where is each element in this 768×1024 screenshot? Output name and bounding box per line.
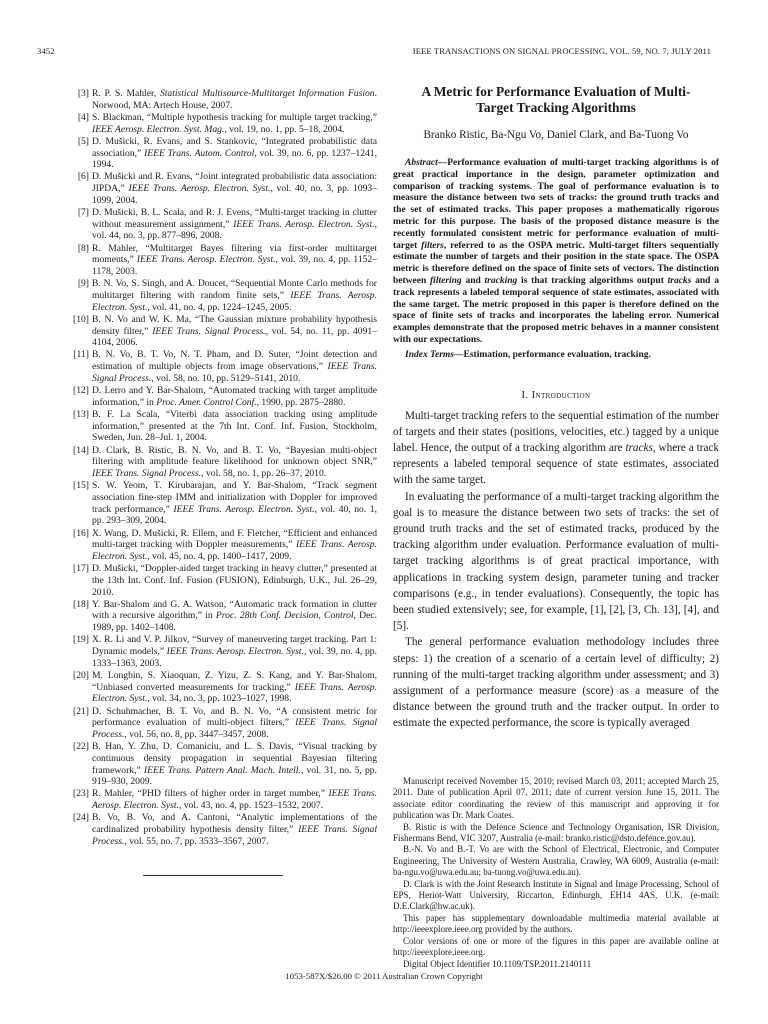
reference-text: B. Han, Y. Zhu, D. Comaniciu, and L. S. Davis, “Visual tracking by continuous density propagation in sequential Bayesian filtering framework,” <box>92 741 377 776</box>
footnote-affiliation: D. Clark is with the Joint Research Institute in Signal and Image Processing, School of EPS, Heriot-Watt University, Riccarton, Edinburgh, EH14 4AS, U.K. (e-mail: D.E.Clark@hw.ac.uk). <box>393 878 719 912</box>
reference-venue: Proc. 28th Conf. Decision, Control <box>215 610 354 622</box>
reference-text: B. N. Vo, B. T. Vo, N. T. Pham, and D. Suter, “Joint detection and estimation of multiple objects from image observations,” <box>92 349 377 373</box>
reference-item <box>65 599 377 634</box>
reference-text: S. Blackman, “Multiple hypothesis tracking for multiple target tracking,” <box>92 111 377 123</box>
paragraph <box>393 408 719 489</box>
footnote-manuscript: Manuscript received November 15, 2010; revised March 03, 2011; accepted March 25, 2011. Date of publication April 07, 2011; date of current version June 15, 2011. The associate editor coordinating the review of this manuscript and approving it for publication was Dr. Mark Coates. <box>393 776 719 821</box>
abstract-text: and <box>461 275 485 286</box>
reference-number: [7] <box>77 207 89 219</box>
reference-item <box>65 480 377 527</box>
footnote-rule <box>143 875 283 876</box>
reference-venue: IEEE Trans. Signal Process. <box>92 824 377 847</box>
index-terms <box>393 350 719 362</box>
reference-number: [17] <box>73 563 89 575</box>
reference-venue: IEEE Trans. Aerosp. Electron. Syst. <box>136 254 276 266</box>
reference-text: R. Mahler, “Multitarget Bayes filtering via first-order multitarget moments,” <box>92 242 377 266</box>
abstract <box>393 158 719 347</box>
reference-item <box>65 278 377 313</box>
reference-text: D. Mušicki, R. Evans, and S. Stankovic, “Integrated probabilistic data association,” <box>92 135 377 159</box>
reference-details: , vol. 58, no. 1, pp. 26–37, 2010. <box>201 468 327 479</box>
reference-details: , vol. 55, no. 7, pp. 3533–3567, 2007. <box>124 835 269 847</box>
reference-number: [3] <box>77 88 89 99</box>
paragraph: The general performance evaluation methodology includes three steps: 1) the creation of a scenario of a certain level of difficulty; 2) running of the multi-target tracking algorithm under assessment; and 3) assignment of a performance measure (score) as a measure of the distance between the ground truth and the tracker output. In order to estimate the expected performance, the score is typically averaged <box>393 636 719 730</box>
reference-text: D. Mušicki, B. L. Scala, and R. J. Evens, “Multi-target tracking in clutter without measurement assignment,” <box>92 207 377 230</box>
reference-details: , vol. 56, no. 8, pp. 3447–3457, 2008. <box>124 728 269 740</box>
reference-text: B. N. Vo and W. K. Ma, “The Gaussian mixture probability hypothesis density filter,” <box>92 313 377 337</box>
reference-details: , vol. 34, no. 3, pp. 1023–1027, 1998. <box>147 693 292 705</box>
reference-text: D. Clark, B. Ristic, B. N. Vo, and B. T. Vo, “Bayesian multi-object filtering with amplitude feature likelihood for unknown object SNR,” <box>92 444 377 468</box>
reference-item <box>65 207 377 242</box>
reference-venue: IEEE Trans. Aerosp. Electron. Syst. <box>128 183 271 195</box>
reference-item <box>65 314 377 349</box>
reference-text: R. P. S. Mahler, <box>92 88 160 99</box>
reference-details: , vol. 31, no. 5, pp. 919–930, 2009. <box>92 764 377 788</box>
reference-details: , vol. 41, no. 4, pp. 1224–1245, 2005. <box>147 301 292 313</box>
reference-text: M. Longbin, S. Xiaoquan, Z. Yizu, Z. S. Kang, and Y. Bar-Shalom, “Unbiased converted measurements for tracking,” <box>92 669 377 693</box>
reference-number: [13] <box>73 408 89 420</box>
reference-venue: IEEE Trans. Signal Process. <box>92 717 377 740</box>
reference-text: S. W. Yeom, T. Kirubarajan, and Y. Bar-Shalom, “Track segment association fine-step IMM and initialization with Doppler for improved track performance,” <box>92 480 377 515</box>
reference-number: [12] <box>73 385 89 397</box>
footnote-affiliation: B. Ristic is with the Defence Science and Technology Organisation, ISR Division, Fishermans Bend, VIC 3207, Australia (e-mail: branko.ristic@dsto.defence.gov.au). <box>393 821 719 844</box>
reference-details: , 1990, pp. 2875–2880. <box>256 396 346 408</box>
reference-venue: IEEE Trans. Aerosp. Electron. Syst. <box>92 681 377 705</box>
reference-item <box>65 670 377 705</box>
reference-item <box>65 136 377 171</box>
abstract-em: tracking <box>484 275 518 286</box>
article-title: A Metric for Performance Evaluation of Multi-Target Tracking Algorithms <box>421 84 691 115</box>
article-column <box>393 84 719 732</box>
footnote-affiliation: B.-N. Vo and B.-T. Vo are with the School of Electrical, Electronic, and Computer Engineering, The University of Western Australia, Crawley, WA 6009, Australia (e-mail: ba-ngu.vo@uwa.edu.au; ba-tuong.vo@uwa.edu.au). <box>393 844 719 878</box>
reference-number: [11] <box>73 349 89 361</box>
reference-details: , vol. 40, no. 1, pp. 293–309, 2004. <box>92 503 377 527</box>
paragraph-text: , where a track represents a labeled temporal sequence of state estimates, associated with the same target. <box>393 441 719 487</box>
abstract-em: tracks <box>667 275 692 286</box>
reference-text: D. Schuhmacher, B. T. Vo, and B. N. Vo, “A consistent metric for performance evaluation of multi-object filters,” <box>92 705 377 729</box>
reference-details: , vol. 39, no. 4, pp. 1333–1363, 2003. <box>92 646 377 669</box>
reference-item <box>65 171 377 206</box>
paragraph-em: tracks <box>625 441 653 454</box>
reference-number: [18] <box>73 598 89 610</box>
reference-number: [8] <box>77 242 89 254</box>
abstract-text: is that tracking algorithms output <box>517 275 668 286</box>
reference-item <box>65 385 377 408</box>
reference-item <box>65 563 377 598</box>
abstract-label: Abstract— <box>405 158 448 168</box>
reference-item <box>65 812 377 847</box>
reference-item <box>65 445 377 480</box>
reference-text: D. Lerro and Y. Bar-Shalom, “Automated tracking with target amplitude information,” in <box>92 385 377 408</box>
reference-venue: IEEE Trans. Aerosp. Electron. Syst. <box>173 503 315 515</box>
reference-number: [24] <box>73 812 89 824</box>
reference-item <box>65 634 377 669</box>
reference-details: , vol. 58, no. 10, pp. 5129–5141, 2010. <box>151 372 301 384</box>
reference-text: B. N. Vo, S. Singh, and A. Doucet, “Sequential Monte Carlo methods for multitarget filtering with random finite sets,” <box>92 278 377 301</box>
reference-number: [15] <box>73 480 89 492</box>
reference-venue: IEEE Trans. Signal Process. <box>92 468 202 479</box>
reference-details: , vol. 19, no. 1, pp. 5–18, 2004. <box>224 123 345 135</box>
reference-item <box>65 528 377 563</box>
reference-venue: IEEE Trans. Aerosp. Electron. Syst. <box>92 289 377 313</box>
reference-number: [16] <box>73 527 89 539</box>
reference-number: [19] <box>73 634 89 646</box>
reference-item <box>65 112 377 135</box>
reference-details: , vol. 45, no. 4, pp. 1400–1417, 2009. <box>147 550 292 562</box>
page-number: 3452 <box>37 46 55 56</box>
index-terms-text: Estimation, performance evaluation, tracking. <box>463 349 651 360</box>
reference-venue: Proc. Amer. Control Conf. <box>156 396 257 408</box>
reference-details: , vol. 43, no. 4, pp. 1523–1532, 2007. <box>178 800 324 812</box>
reference-venue: IEEE Trans. Aerosp. Electron. Syst. <box>233 218 375 230</box>
reference-number: [23] <box>73 788 89 800</box>
abstract-em: filters <box>421 240 444 251</box>
reference-text: B. F. La Scala, “Viterbi data association tracking using amplitude information,” presented at the 7th Int. Conf. Inf. Fusion, Stockholm, Sweden, Jun. 28–Jul. 1, 2004. <box>92 408 377 444</box>
reference-venue: IEEE Trans. Autom. Control <box>144 147 255 159</box>
reference-number: [6] <box>77 171 89 183</box>
reference-text: D. Mušicki and R. Evans, “Joint integrated probabilistic data association: JIPDA,” <box>92 171 377 195</box>
reference-number: [21] <box>73 705 89 717</box>
reference-details: , vol. 44, no. 3, pp. 877–896, 2008. <box>92 218 377 242</box>
footnote-doi: Digital Object Identifier 10.1109/TSP.2011.2140111 <box>403 958 592 969</box>
abstract-text: , referred to as the OSPA metric. Multi-target filters sequentially estimate the number of targets and their position in the state space. The OSPA metric is therefore defined on the space of finite sets of vectors. The distinction between <box>393 240 719 286</box>
reference-venue: IEEE Trans. Signal Process. <box>92 361 377 384</box>
reference-venue: IEEE Trans. Aerosp. Electron. Syst. <box>166 646 304 658</box>
first-page-footnote <box>393 776 719 970</box>
abstract-em: filtering <box>430 275 462 286</box>
reference-list <box>65 88 377 848</box>
reference-details: , vol. 39, no. 6, pp. 1237–1241, 1994. <box>92 147 377 171</box>
reference-text: R. Mahler, “PHD filters of higher order in target number,” <box>92 788 329 800</box>
reference-text: X. Wang, D. Mušicki, R. Ellem, and F. Fletcher, “Efficient and enhanced multi-target tracking with Doppler measurements,” <box>92 527 377 551</box>
index-terms-label: Index Terms— <box>405 349 464 360</box>
reference-venue: IEEE Trans. Aerosp. Electron. Syst. <box>92 539 377 562</box>
reference-details: , vol. 39, no. 4, pp. 1152–1178, 2003. <box>92 254 378 278</box>
reference-venue: IEEE Trans. Aerosp. Electron. Syst. <box>92 788 377 812</box>
reference-text: Y. Bar-Shalom and G. A. Watson, “Automatic track formation in clutter with a recursive algorithm,” in <box>92 598 377 622</box>
reference-venue: IEEE Trans. Pattern Anal. Mach. Intell. <box>143 764 301 776</box>
reference-item <box>65 409 377 444</box>
reference-details: , vol. 54, no. 11, pp. 4091–4104, 2006. <box>92 325 377 349</box>
reference-details: . Norwood, MA: Artech House, 2007. <box>92 88 378 111</box>
reference-number: [5] <box>77 135 89 147</box>
reference-item <box>65 88 377 111</box>
footnote-supplementary: This paper has supplementary downloadable multimedia material available at http://ieeexplore.ieee.org provided by the authors. <box>393 912 719 935</box>
reference-item <box>65 788 377 811</box>
reference-item <box>65 349 377 384</box>
reference-venue: IEEE Trans. Signal Process. <box>152 325 266 337</box>
paragraph: In evaluating the performance of a multi-target tracking algorithm the goal is to measure the distance between two sets of tracks: the set of ground truth tracks and the set of estimated tracks, produced by the tracking algorithm under evaluation. Performance evaluation of multi-target tracking algorithms is of great practical importance, with applications in tracking system design, parameter tuning and tracker comparisons (e.g., in tender evaluations). Consequently, the topic has been studied extensively; see, for example, [1], [2], [3, Ch. 13], [4], and [5]. <box>393 490 719 633</box>
abstract-text: Performance evaluation of multi-target tracking algorithms is of great practical importance in the design, parameter optimization and comparison of tracking systems. The goal of performance evaluation is to measure the distance between two sets of tracks: the ground truth tracks and the set of estimated tracks. This paper proposes a mathematically rigorous metric for this purpose. The basis of the proposed distance measure is the recently formulated consistent metric for performance evaluation of multi-target <box>393 158 719 251</box>
introduction-body <box>393 408 719 732</box>
journal-header: IEEE TRANSACTIONS ON SIGNAL PROCESSING, VOL. 59, NO. 7, JULY 2011 <box>412 46 711 56</box>
reference-item <box>65 741 377 788</box>
footnote-color: Color versions of one or more of the figures in this paper are available online at http://ieeexplore.ieee.org. <box>393 935 719 958</box>
section-heading: I. Introduction <box>521 389 591 401</box>
reference-number: [4] <box>77 111 89 123</box>
paragraph-text: Multi-target tracking refers to the sequential estimation of the number of targets and their states (positions, velocities, etc.) tagged by a unique label. Hence, the output of a tracking algorithm are <box>393 409 719 454</box>
reference-item <box>65 706 377 741</box>
copyright-line: 1053-587X/$26.00 © 2011 Australian Crown Copyright <box>285 971 483 981</box>
reference-item <box>65 243 377 278</box>
running-head <box>37 46 711 60</box>
reference-number: [10] <box>73 313 89 325</box>
reference-details: , Dec. 1989, pp. 1402–1408. <box>92 610 377 634</box>
reference-text: X. R. Li and V. P. Jilkov, “Survey of maneuvering target tracking. Part 1: Dynamic models,” <box>92 634 377 658</box>
reference-number: [9] <box>77 278 89 290</box>
reference-number: [14] <box>73 444 89 456</box>
reference-venue: IEEE Aerosp. Electron. Syst. Mag. <box>92 123 225 135</box>
reference-details: , vol. 40, no. 3, pp. 1093–1099, 2004. <box>92 183 377 206</box>
reference-number: [20] <box>73 669 89 681</box>
reference-number: [22] <box>73 741 89 753</box>
reference-venue: Statistical Multisource-Multitarget Information Fusion <box>159 88 375 99</box>
reference-text: B. Vo, B. Vo, and A. Cantoni, “Analytic implementations of the cardinalized probability hypothesis density filter,” <box>92 812 377 836</box>
reference-text: D. Mušicki, “Doppler-aided target tracking in heavy clutter,” presented at the 13th Int. Conf. Inf. Fusion (FUSION), Edinburgh, U.K., Jul. 26–29, 2010. <box>92 563 377 598</box>
article-authors: Branko Ristic, Ba-Ngu Vo, Daniel Clark, and Ba-Tuong Vo <box>423 129 689 141</box>
abstract-text: and a track represents a labeled temporal sequence of state estimates, associated with the same target. The metric proposed in this paper is therefore defined on the space of finite sets of tracks and incorporates the labeling error. Numerical examples demonstrate that the proposed metric behaves in a manner consistent with our expectations. <box>393 275 719 345</box>
